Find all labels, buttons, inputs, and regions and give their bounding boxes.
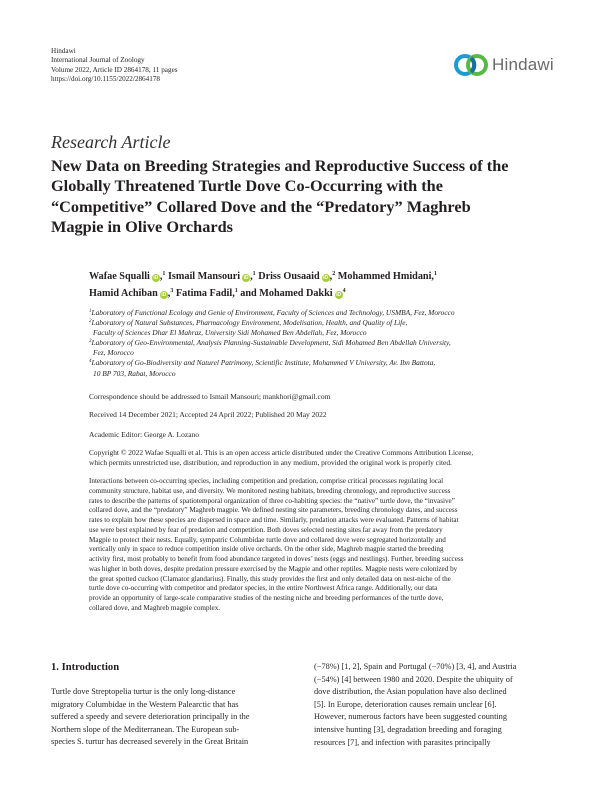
section-heading-introduction: 1. Introduction bbox=[51, 662, 120, 673]
hindawi-logo-icon bbox=[454, 52, 488, 78]
hindawi-logo bbox=[454, 52, 554, 78]
body-line: Northern slope of the Mediterranean. The European sub- bbox=[51, 724, 240, 734]
orcid-icon[interactable]: iD bbox=[161, 292, 167, 298]
abstract-line: vertically only in space to reduce competition inside olive orchards. On the other side, Maghreb magpie started the breeding bbox=[89, 545, 444, 554]
body-line: suffered a speedy and severe deterioration principally in the bbox=[51, 712, 250, 722]
body-line: (−78%) [1, 2], Spain and Portugal (−70%) [3, 4], and Austria bbox=[314, 662, 517, 671]
title-line: Globally Threatened Turtle Dove Co-Occurring with the bbox=[51, 176, 443, 196]
affiliation-line bbox=[89, 369, 564, 379]
affiliation-line bbox=[89, 328, 564, 338]
abstract-line: the great spotted cuckoo (Clamator glandarius). Finally, this study provides the first and only detailed data on nest-niche of the bbox=[89, 574, 451, 583]
orcid-icon[interactable]: iD bbox=[336, 292, 342, 298]
affiliation-number: 2 bbox=[89, 319, 92, 325]
affiliation-line bbox=[89, 338, 564, 348]
abstract-line: turtle dove co-occurring with competitor and predator species, in the entire Northwest Africa range. Additionally, our data bbox=[89, 584, 438, 593]
copyright-notice bbox=[89, 448, 559, 468]
body-line: Turtle dove Streptopelia turtur is the only long-distance bbox=[51, 687, 236, 696]
author-line: Hamid Achiban iD ,$^3$ Fatima Fadil,$^1$ and Mohamed Dakki $iD^4$ bbox=[89, 288, 346, 299]
abstract-line: rates to explain how these species are dispersed in space and time. Similarly, predation attacks were evaluated. Patterns of habitat bbox=[89, 516, 459, 524]
body-line: species S. turtur has decreased severely in the Great Britain bbox=[51, 737, 249, 747]
body-line: migratory Columbidae in the Western Palearctic that has bbox=[51, 699, 239, 709]
abstract-line: community structure, habitat use, and diversity. We monitored nesting habitats, breeding chronology, and reproductive success bbox=[89, 486, 451, 495]
journal-meta bbox=[51, 47, 178, 85]
affiliation-number: 4 bbox=[89, 359, 92, 365]
affiliation-text: Laboratory of Natural Substances, Pharmacology Environment, Modelisation, Health, and Quality of Life, bbox=[91, 318, 408, 328]
affiliation-text: Fez, Morocco bbox=[93, 348, 134, 358]
intro-column-right bbox=[314, 661, 557, 749]
body-line: dove distribution, the Asian population have also declined bbox=[314, 687, 507, 697]
volume-info: Volume 2022, Article ID 2864178, 11 pages bbox=[51, 65, 178, 74]
author-name[interactable]: Wafae Squalli bbox=[89, 271, 150, 282]
abstract-line: Magpie to protect their nests. Equally, sympatric Columbidae turtle dove and collared dove were segregated horizontally and bbox=[89, 535, 446, 544]
body-line: (−54%) [4] between 1980 and 2020. Despite the ubiquity of bbox=[314, 674, 513, 684]
orcid-icon[interactable]: iD bbox=[153, 275, 159, 281]
logo-wordmark: Hindawi bbox=[492, 55, 554, 74]
affiliation-number: 3 bbox=[89, 339, 92, 345]
affiliation-text: 10 BP 703, Rabat, Morocco bbox=[93, 368, 176, 378]
correspondence: Correspondence should be addressed to Ismail Mansouri; mankhori@gmail.com bbox=[89, 392, 331, 401]
abstract bbox=[89, 477, 551, 614]
author-name[interactable]: Mohammed Hmidani, bbox=[337, 271, 434, 282]
orcid-icon[interactable]: iD bbox=[323, 275, 329, 281]
affiliation-line bbox=[89, 358, 564, 368]
author-name[interactable]: and Mohamed Dakki bbox=[240, 288, 333, 299]
author-affil: 1 bbox=[234, 288, 238, 294]
publication-dates: Received 14 December 2021; Accepted 24 April 2022; Published 20 May 2022 bbox=[89, 410, 327, 419]
author-affil: 2 bbox=[332, 271, 336, 277]
author-affil: 3 bbox=[170, 288, 174, 294]
affiliation-line bbox=[89, 318, 564, 328]
copyright-line: which permits unrestricted use, distribution, and reproduction in any medium, provided the original work is properly cited. bbox=[89, 458, 452, 468]
affiliation-text: Laboratory of Functional Ecology and Genie of Environment, Faculty of Sciences and Technology, USMBA, Fez, Morocco bbox=[91, 308, 455, 317]
author-affil: 1 bbox=[162, 271, 166, 277]
copyright-line: Copyright © 2022 Wafae Squalli et al. This is an open access article distributed under the Creative Commons Attribution License, bbox=[89, 448, 474, 457]
abstract-line: was higher in both doves, despite predation pressure exercised by the Magpie and other reptiles. Magpie nests were colonized by bbox=[89, 564, 458, 573]
title-line: Magpie in Olive Orchards bbox=[51, 216, 233, 236]
body-line: intensive hunting [3], degradation breeding and foraging bbox=[314, 724, 502, 734]
author-affil: 1 bbox=[433, 271, 437, 277]
abstract-line: collared dove, and the “predatory” Maghreb magpie. We defined nesting site parameters, breeding chronology dates, and success bbox=[89, 506, 458, 515]
title-line: New Data on Breeding Strategies and Reproductive Success of the bbox=[51, 156, 509, 175]
affiliations bbox=[89, 308, 564, 379]
body-line: [5]. In Europe, deterioration causes remain unclear [6]. bbox=[314, 699, 497, 709]
author-affil: 4 bbox=[342, 288, 346, 294]
abstract-line: use were best explained by fear of predation and competition. Both doves selected nesting sites far away from the predatory bbox=[89, 525, 443, 534]
author-name[interactable]: Hamid Achiban bbox=[89, 288, 158, 299]
affiliation-line bbox=[89, 348, 564, 358]
doi-link[interactable]: https://doi.org/10.1155/2022/2864178 bbox=[51, 75, 161, 84]
abstract-line: Interactions between co-occurring species, including competition and predation, comprise critical processes regulating local bbox=[89, 477, 444, 485]
abstract-line: collared dove, and Maghreb magpie complex. bbox=[89, 603, 221, 612]
intro-column-left bbox=[51, 686, 294, 749]
affiliation-number: 1 bbox=[89, 309, 92, 314]
article-type: Research Article bbox=[51, 132, 171, 152]
body-line: resources [7], and infection with parasites principally bbox=[314, 737, 491, 747]
orcid-icon[interactable]: iD bbox=[243, 275, 249, 281]
author-affil: 1 bbox=[252, 271, 256, 277]
affiliation-text: Laboratory of Go-Biodiversity and Naturel Patrimony, Scientific Institute, Mohammed V University, Av. Ibn Battota, bbox=[91, 358, 436, 368]
affiliation-text: Faculty of Sciences Dhar El Mahraz, University Sidi Mohamed Ben Abdellah, Fez, Morocco bbox=[93, 328, 367, 338]
title-line: “Competitive” Collared Dove and the “Predatory” Maghreb bbox=[51, 196, 471, 216]
abstract-line: provide an opportunity of large-scale comparative studies of the nesting niche and breeding performances of the turtle dove, bbox=[89, 594, 444, 602]
author-name[interactable]: Ismail Mansouri bbox=[167, 271, 241, 282]
author-name[interactable]: Fatima Fadil, bbox=[175, 288, 235, 299]
abstract-line: rates to describe the patterns of spatiotemporal organization of three co-habiting species: the “native” turtle dove, the “invasive” bbox=[89, 496, 455, 505]
abstract-line: activity first, most probably to benefit from food abundance targeted in doves’ nests (eggs and nestlings). Further, breeding success bbox=[89, 555, 464, 563]
author-list bbox=[89, 268, 559, 302]
body-line: However, numerous factors have been suggested counting bbox=[314, 712, 507, 722]
author-name[interactable]: Driss Ousaaid bbox=[258, 271, 320, 282]
journal-name: International Journal of Zoology bbox=[51, 56, 145, 65]
academic-editor: Academic Editor: George A. Lozano bbox=[89, 430, 200, 439]
article-title bbox=[51, 156, 561, 237]
author-line: Wafae Squalli iD ,$^1$ Ismail Mansouri iD ,$^1$ Driss Ousaaid iD ,$^2$ Mohammed Hmidani,$^1$ bbox=[89, 271, 437, 282]
affiliation-text: Laboratory of Geo-Environmental, Analysis Planning-Sustainable Development, Sidi Mohamed Ben Abdellah University, bbox=[91, 338, 451, 348]
affiliation-line bbox=[89, 308, 564, 318]
publisher-name: Hindawi bbox=[51, 47, 76, 55]
